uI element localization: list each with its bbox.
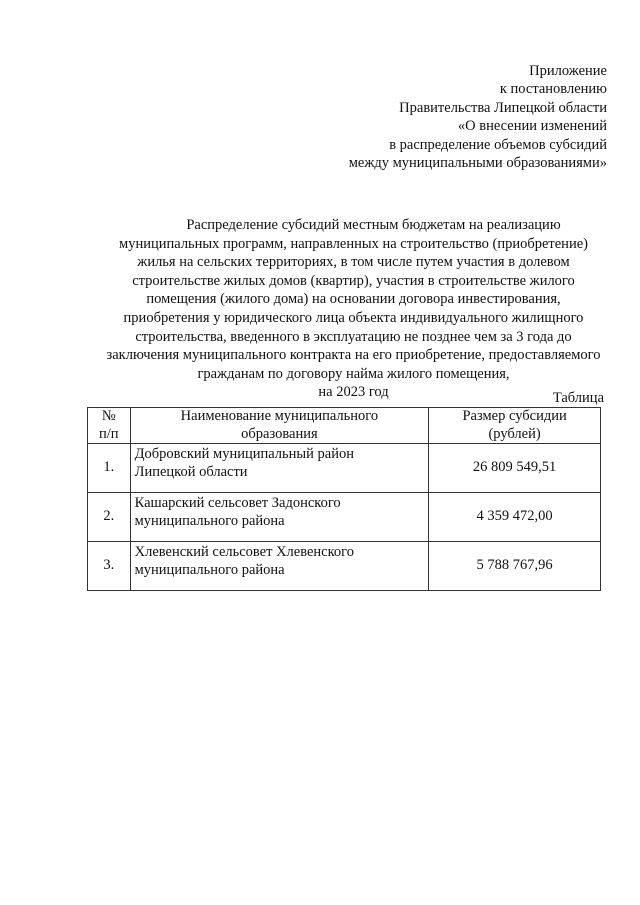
row-name	[130, 444, 429, 493]
header-sum-line: Размер субсидии	[462, 408, 567, 424]
title-line: Распределение субсидий местным бюджетам на реализацию	[186, 217, 561, 233]
table-row	[88, 444, 601, 493]
row-number: 2.	[88, 493, 131, 542]
row-name-line: Хлевенский сельсовет Хлевенского	[134, 544, 355, 560]
subsidies-table	[87, 407, 601, 591]
row-name	[130, 493, 429, 542]
appendix-header	[349, 62, 607, 172]
table-caption: Таблица	[552, 390, 604, 406]
header-sum-line: (рублей)	[488, 425, 541, 442]
header-number	[88, 408, 131, 444]
header-name-line: образования	[241, 425, 318, 442]
table-row	[88, 542, 601, 591]
header-number-line: №	[101, 408, 116, 424]
appendix-line: Приложение	[529, 63, 607, 79]
row-name-line: Липецкой области	[134, 463, 248, 480]
header-number-line: п/п	[99, 425, 119, 442]
appendix-line: в распределение объемов субсидий	[389, 136, 607, 153]
title-line: заключения муниципального контракта на его приобретение, предоставляемого	[106, 347, 601, 364]
row-number: 1.	[88, 444, 131, 493]
row-sum: 4 359 472,00	[429, 493, 601, 542]
title-line: строительства, введенного в эксплуатацию не позднее чем за 3 года до	[135, 328, 572, 345]
appendix-line: «О внесении изменений	[457, 118, 607, 135]
title-line: на 2023 год	[318, 384, 389, 401]
header-name	[130, 408, 429, 444]
row-sum: 5 788 767,96	[429, 542, 601, 591]
appendix-line: Правительства Липецкой области	[399, 99, 607, 116]
title-line: жилья на сельских территориях, в том числе путем участия в долевом	[137, 254, 570, 271]
document-title	[90, 216, 617, 402]
table-row	[88, 493, 601, 542]
row-name-line: Кашарский сельсовет Задонского	[134, 495, 341, 511]
row-name-line: муниципального района	[134, 561, 285, 578]
row-name-line: муниципального района	[134, 512, 285, 529]
row-sum: 26 809 549,51	[429, 444, 601, 493]
header-sum	[429, 408, 601, 444]
title-line: гражданам по договору найма жилого помещения,	[197, 365, 510, 382]
row-name	[130, 542, 429, 591]
row-number: 3.	[88, 542, 131, 591]
row-name-line: Добровский муниципальный район	[134, 446, 354, 462]
appendix-line: между муниципальными образованиями»	[348, 155, 607, 172]
appendix-line: к постановлению	[499, 81, 607, 98]
title-line: строительстве жилых домов (квартир), участия в строительстве жилого	[132, 272, 575, 289]
title-line: приобретения у юридического лица объекта индивидуального жилищного	[123, 309, 584, 326]
title-line: помещения (жилого дома) на основании договора инвестирования,	[146, 291, 561, 308]
title-line: муниципальных программ, направленных на строительство (приобретение)	[119, 235, 588, 252]
table-header-row	[88, 408, 601, 444]
header-name-line: Наименование муниципального	[180, 408, 379, 424]
